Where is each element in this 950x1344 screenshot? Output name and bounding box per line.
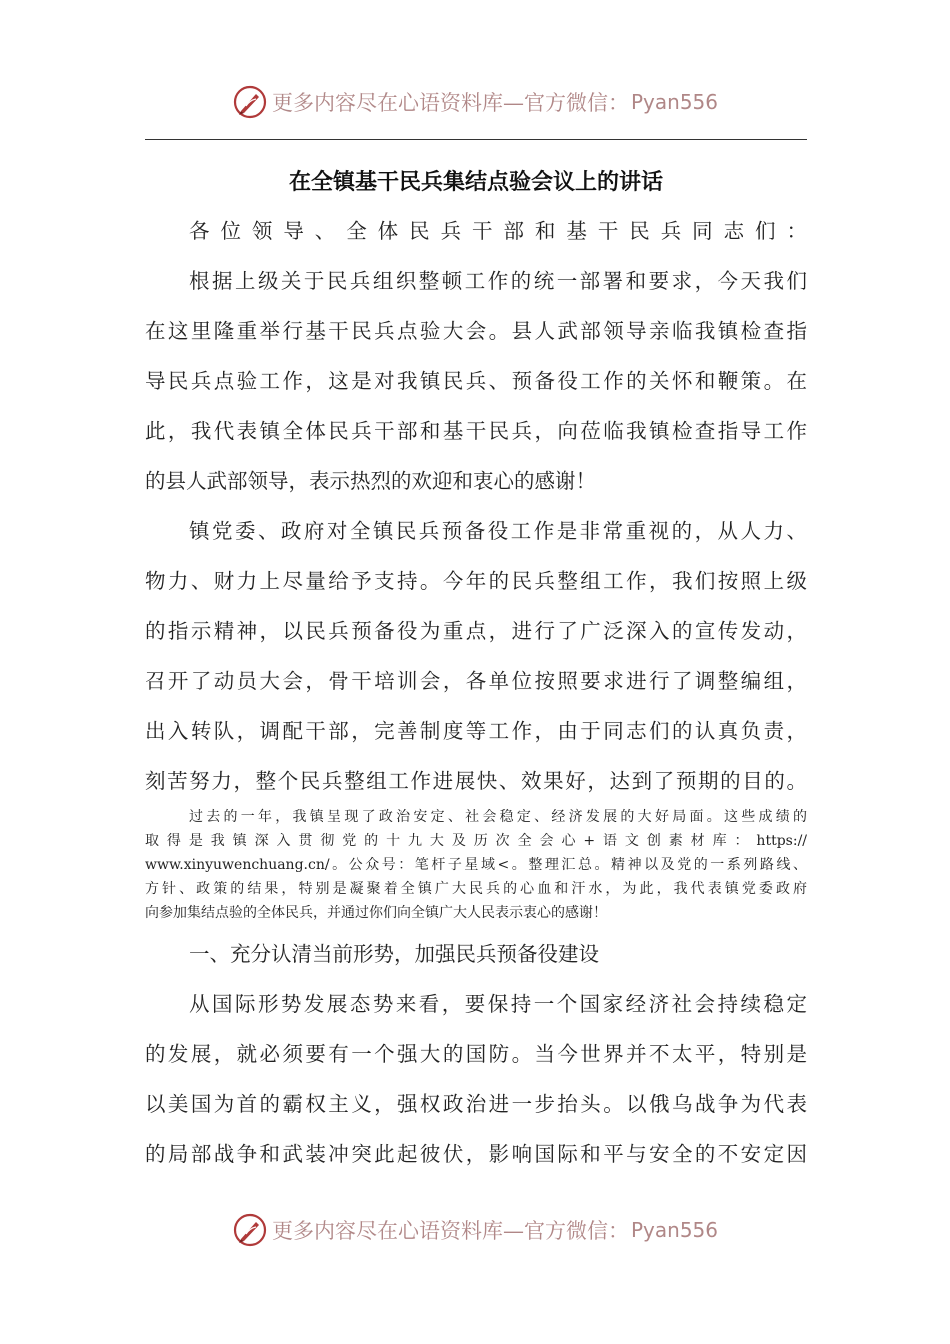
footer-watermark	[0, 1208, 950, 1252]
paragraph3-line: 取得是我镇深入贯彻党的十九大及历次全会心+语文创素材库：https://	[145, 833, 807, 849]
header-watermark	[0, 80, 950, 124]
document-title: 在全镇基干民兵集结点验会议上的讲话	[288, 170, 663, 195]
paragraph2-line: 镇党委、政府对全镇民兵预备役工作是非常重视的，从人力、	[189, 519, 807, 543]
header-rule	[145, 139, 807, 140]
watermark-text: 更多内容尽在心语资料库—官方微信：	[271, 91, 629, 115]
paragraph4-line: 的发展，就必须要有一个强大的国防。当今世界并不太平，特别是	[145, 1042, 807, 1066]
paragraph2-line: 物力、财力上尽量给予支持。今年的民兵整组工作，我们按照上级	[145, 569, 807, 593]
salutation-text: 各位领导、全体民兵干部和基干民兵同志们：	[189, 219, 807, 243]
paragraph1-line: 根据上级关于民兵组织整顿工作的统一部署和要求，今天我们	[189, 269, 807, 293]
paragraph3-line: 过去的一年，我镇呈现了政治安定、社会稳定、经济发展的大好局面。这些成绩的	[189, 809, 807, 825]
paragraph3-line: 方针、政策的结果，特别是凝聚着全镇广大民兵的心血和汗水，为此，我代表镇党委政府	[145, 881, 807, 897]
section-heading: 一、充分认清当前形势，加强民兵预备役建设	[189, 942, 599, 966]
paragraph2-line: 刻苦努力，整个民兵整组工作进展快、效果好，达到了预期的目的。	[145, 769, 807, 793]
paragraph2-line: 的指示精神，以民兵预备役为重点，进行了广泛深入的宣传发动，	[145, 619, 807, 643]
paragraph1-line: 此，我代表镇全体民兵干部和基干民兵，向莅临我镇检查指导工作	[145, 419, 807, 443]
pen-logo-icon	[232, 84, 268, 120]
watermark-wechat-id: Pyan556	[630, 90, 718, 114]
pen-logo-icon	[232, 1212, 268, 1248]
paragraph2-line: 出入转队，调配干部，完善制度等工作，由于同志们的认真负责，	[145, 719, 807, 743]
salutation	[145, 206, 807, 256]
paragraph1-line: 的县人武部领导，表示热烈的欢迎和衷心的感谢！	[145, 469, 596, 493]
paragraph3-line: www.xinyuwenchuang.cn/。公众号：笔杆子星域<。整理汇总。精神以及党的一系列路线、	[145, 857, 807, 873]
paragraph1-line: 导民兵点验工作，这是对我镇民兵、预备役工作的关怀和鞭策。在	[145, 369, 807, 393]
paragraph4-line: 以美国为首的霸权主义，强权政治进一步抬头。以俄乌战争为代表	[145, 1092, 807, 1116]
paragraph2-line: 召开了动员大会，骨干培训会，各单位按照要求进行了调整编组，	[145, 669, 807, 693]
watermark-wechat-id: Pyan556	[630, 1218, 718, 1242]
paragraph4-line: 的局部战争和武装冲突此起彼伏，影响国际和平与安全的不安定因	[145, 1142, 807, 1166]
paragraph3-line: 向参加集结点验的全体民兵，并通过你们向全镇广大人民表示衷心的感谢！	[145, 905, 607, 921]
paragraph1-line: 在这里隆重举行基干民兵点验大会。县人武部领导亲临我镇检查指	[145, 319, 807, 343]
paragraph4-line: 从国际形势发展态势来看，要保持一个国家经济社会持续稳定	[189, 992, 807, 1016]
watermark-text: 更多内容尽在心语资料库—官方微信：	[271, 1219, 629, 1243]
